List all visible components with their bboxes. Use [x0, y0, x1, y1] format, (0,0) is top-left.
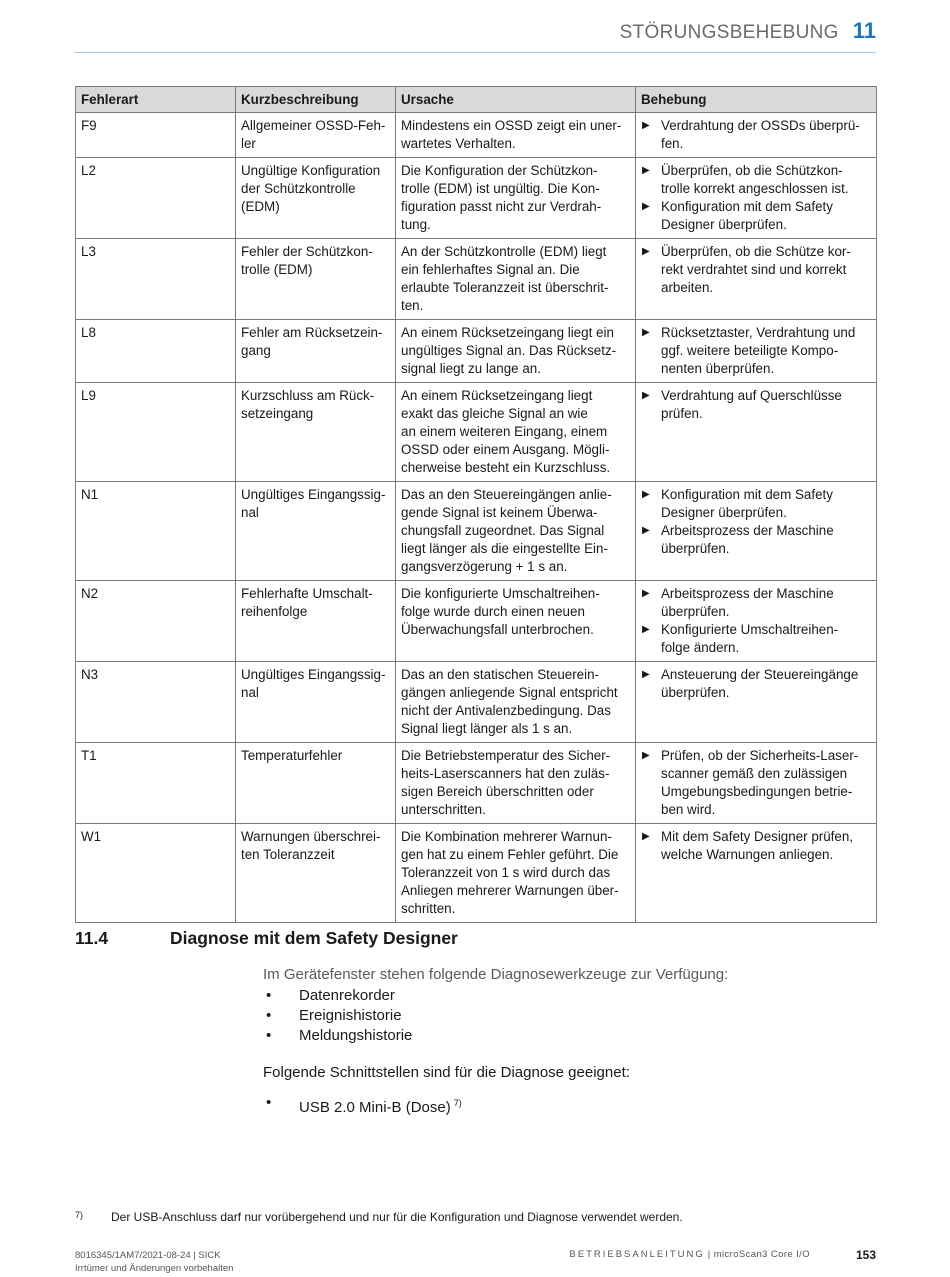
remedy-cell	[636, 113, 877, 158]
remedy-cell	[636, 383, 877, 482]
remedy-item: ▶ Arbeitsprozess der Maschine überprüfen.	[641, 585, 871, 621]
table-row	[76, 482, 877, 581]
footnote-reference[interactable]: 7)	[453, 1098, 462, 1108]
error-code-cell: N3	[76, 662, 236, 743]
table-row	[76, 158, 877, 239]
interfaces-text: Folgende Schnittstellen sind für die Diagnose geeignet:	[263, 1064, 630, 1081]
diagnostic-tool-item: • Meldungshistorie	[263, 1026, 412, 1046]
short-description-cell: Temperaturfehler	[236, 743, 396, 824]
remedy-item: ▶ Mit dem Safety Designer prüfen, welche Warnungen anliegen.	[641, 828, 871, 864]
cause-cell: Die Kombination mehrerer Warnun- gen hat zu einem Fehler geführt. Die Toleranzzeit von 1 s wird durch das Anliegen mehrerer Warnungen über- schritten.	[396, 824, 636, 923]
running-header	[620, 18, 876, 44]
remedy-item: ▶ Ansteuerung der Steuereingänge überprüfen.	[641, 666, 871, 702]
cause-cell: Das an den statischen Steuerein- gängen anliegende Signal entspricht nicht der Antivalenzbedingung. Das Signal liegt länger als 1 s an.	[396, 662, 636, 743]
cause-cell: An der Schützkontrolle (EDM) liegt ein fehlerhaftes Signal an. Die erlaubte Toleranzzeit ist überschrit- ten.	[396, 239, 636, 320]
cause-cell: Die konfigurierte Umschaltreihen- folge wurde durch einen neuen Überwachungsfall unterbrochen.	[396, 581, 636, 662]
table-row	[76, 383, 877, 482]
footer-right	[569, 1249, 810, 1260]
section-heading	[75, 928, 458, 949]
error-code-cell: W1	[76, 824, 236, 923]
error-code-cell: L3	[76, 239, 236, 320]
table-row	[76, 113, 877, 158]
remedy-item: ▶ Rücksetztaster, Verdrahtung und ggf. weitere beteiligte Kompo- nenten überprüfen.	[641, 324, 871, 378]
footnote-text: Der USB-Anschluss darf nur vorübergehend und nur für die Konfiguration und Diagnose verwendet werden.	[111, 1210, 683, 1224]
column-header: Kurzbeschreibung	[236, 87, 396, 113]
cause-cell: Die Betriebstemperatur des Sicher- heits-Laserscanners hat den zuläs- sigen Bereich überschritten oder unterschritten.	[396, 743, 636, 824]
remedy-item: ▶ Verdrahtung der OSSDs überprü- fen.	[641, 117, 871, 153]
diagnostic-tool-item: • Ereignishistorie	[263, 1006, 412, 1026]
error-code-cell: L9	[76, 383, 236, 482]
footnote-mark: 7)	[75, 1210, 84, 1220]
remedy-cell	[636, 581, 877, 662]
short-description-cell: Ungültiges Eingangssig- nal	[236, 482, 396, 581]
intro-text: Im Gerätefenster stehen folgende Diagnosewerkzeuge zur Verfügung:	[263, 966, 729, 983]
short-description-cell: Ungültige Konfiguration der Schützkontrolle (EDM)	[236, 158, 396, 239]
cause-cell: Das an den Steuereingängen anlie- gende Signal ist keinem Überwa- chungsfall zugeordnet. Das Signal liegt länger als die eingestellte Ein- gangsverzögerung + 1 s an.	[396, 482, 636, 581]
remedy-cell	[636, 662, 877, 743]
table-row	[76, 743, 877, 824]
remedy-cell	[636, 743, 877, 824]
cause-cell: An einem Rücksetzeingang liegt exakt das gleiche Signal an wie an einem weiteren Eingang, einem OSSD oder einem Ausgang. Mögli- cherweise besteht ein Kurzschluss.	[396, 383, 636, 482]
remedy-item: ▶ Konfiguration mit dem Safety Designer überprüfen.	[641, 486, 871, 522]
remedy-item: ▶ Konfigurierte Umschaltreihen- folge ändern.	[641, 621, 871, 657]
cause-cell: Die Konfiguration der Schützkon- trolle (EDM) ist ungültig. Die Kon- figuration passt nicht zur Verdrah- tung.	[396, 158, 636, 239]
table-row	[76, 581, 877, 662]
interfaces-list	[263, 1093, 462, 1118]
interface-item	[263, 1093, 462, 1118]
remedy-item: ▶ Arbeitsprozess der Maschine überprüfen.	[641, 522, 871, 558]
diagnostic-tools-list	[263, 986, 412, 1046]
cause-cell: An einem Rücksetzeingang liegt ein ungültiges Signal an. Das Rücksetz- signal liegt zu lange an.	[396, 320, 636, 383]
footnote	[75, 1210, 683, 1224]
footer-doc-type: BETRIEBSANLEITUNG	[569, 1249, 705, 1260]
short-description-cell: Warnungen überschrei- ten Toleranzzeit	[236, 824, 396, 923]
remedy-item: ▶ Prüfen, ob der Sicherheits-Laser- scanner gemäß den zulässigen Umgebungsbedingungen betrie- ben wird.	[641, 747, 871, 819]
diagnostic-tool-item: • Datenrekorder	[263, 986, 412, 1006]
table-row	[76, 662, 877, 743]
error-code-cell: L2	[76, 158, 236, 239]
section-title: Diagnose mit dem Safety Designer	[170, 928, 458, 948]
short-description-cell: Fehlerhafte Umschalt- reihenfolge	[236, 581, 396, 662]
page-number: 153	[855, 1248, 876, 1262]
table-row	[76, 239, 877, 320]
remedy-cell	[636, 320, 877, 383]
remedy-item: ▶ Überprüfen, ob die Schütze kor- rekt verdrahtet sind und korrekt arbeiten.	[641, 243, 871, 297]
error-code-cell: F9	[76, 113, 236, 158]
cause-cell: Mindestens ein OSSD zeigt ein uner- wartetes Verhalten.	[396, 113, 636, 158]
table-row	[76, 824, 877, 923]
error-code-cell: N1	[76, 482, 236, 581]
error-table	[75, 86, 877, 923]
short-description-cell: Fehler der Schützkon- trolle (EDM)	[236, 239, 396, 320]
short-description-cell: Kurzschluss am Rück- setzeingang	[236, 383, 396, 482]
footer-left	[75, 1249, 233, 1275]
header-chapter-number: 11	[852, 18, 876, 43]
remedy-item: ▶ Konfiguration mit dem Safety Designer überprüfen.	[641, 198, 871, 234]
short-description-cell: Ungültiges Eingangssig- nal	[236, 662, 396, 743]
column-header: Ursache	[396, 87, 636, 113]
footer-product: | microScan3 Core I/O	[704, 1249, 810, 1260]
table-row	[76, 320, 877, 383]
header-divider	[75, 52, 876, 53]
error-code-cell: N2	[76, 581, 236, 662]
error-code-cell: L8	[76, 320, 236, 383]
error-code-cell: T1	[76, 743, 236, 824]
remedy-item: ▶ Überprüfen, ob die Schützkon- trolle korrekt angeschlossen ist.	[641, 162, 871, 198]
header-section-title: STÖRUNGSBEHEBUNG	[619, 22, 839, 43]
footer-disclaimer: Irrtümer und Änderungen vorbehalten	[75, 1263, 234, 1274]
table-body	[76, 113, 877, 923]
remedy-cell	[636, 824, 877, 923]
column-header: Fehlerart	[76, 87, 236, 113]
short-description-cell: Fehler am Rücksetzein- gang	[236, 320, 396, 383]
section-number: 11.4	[75, 928, 109, 948]
remedy-cell	[636, 482, 877, 581]
short-description-cell: Allgemeiner OSSD-Feh- ler	[236, 113, 396, 158]
remedy-cell	[636, 239, 877, 320]
interface-label: USB 2.0 Mini-B (Dose)	[299, 1099, 451, 1116]
table-header-row	[76, 87, 877, 113]
remedy-item: ▶ Verdrahtung auf Querschlüsse prüfen.	[641, 387, 871, 423]
column-header: Behebung	[636, 87, 877, 113]
footer-doc-id: 8016345/1AM7/2021-08-24 | SICK	[75, 1250, 221, 1261]
remedy-cell	[636, 158, 877, 239]
